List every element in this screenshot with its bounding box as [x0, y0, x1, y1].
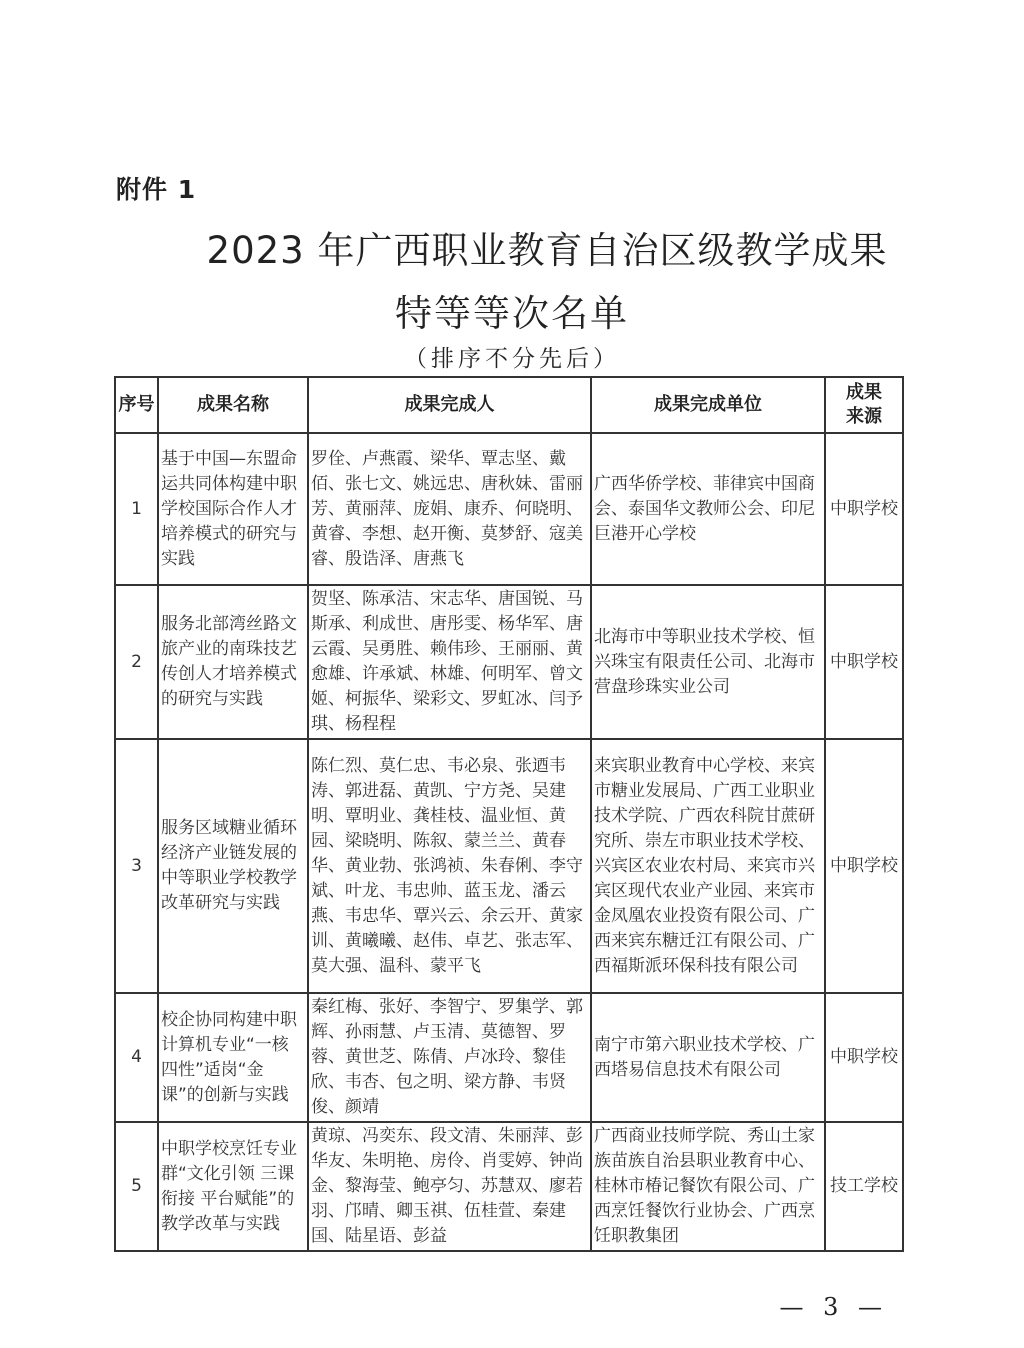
row-no: 5 [115, 1122, 158, 1251]
row-no: 2 [115, 585, 158, 739]
row-people: 贺坚、陈承洁、宋志华、唐国锐、马斯承、利成世、唐彤雯、杨华军、唐云霞、吴勇胜、赖伟珍、王丽丽、黄愈雄、许承斌、林雄、何明军、曾文姬、柯振华、梁彩文、罗虹冰、闫予琪、杨程程 [308, 585, 591, 739]
row-people: 秦红梅、张好、李智宁、罗集学、郭辉、孙雨慧、卢玉清、莫德智、罗蓉、黄世芝、陈倩、卢冰玲、黎佳欣、韦杏、包之明、梁方静、韦贤俊、颜靖 [308, 993, 591, 1122]
row-units: 南宁市第六职业技术学校、广西塔易信息技术有限公司 [591, 993, 825, 1122]
row-units: 广西华侨学校、菲律宾中国商会、泰国华文教师公会、印尼巨港开心学校 [591, 433, 825, 585]
table-row [115, 585, 903, 739]
subtitle: （排序不分先后） [404, 346, 620, 372]
row-name: 校企协同构建中职计算机专业“一核四性”适岗“金课”的创新与实践 [158, 993, 308, 1122]
header-source: 成果来源 [825, 377, 903, 433]
row-no: 4 [115, 993, 158, 1122]
row-people: 陈仁烈、莫仁忠、韦必泉、张迺韦涛、郭进磊、黄凯、宁方尧、吴建明、覃明业、龚桂枝、温业恒、黄园、梁晓明、陈叙、蒙兰兰、黄春华、黄业勃、张鸿祯、朱春俐、李守斌、叶龙、韦忠帅、蓝玉龙、潘云燕、韦忠华、覃兴云、余云开、黄家训、黄曦曦、赵伟、卓艺、张志军、莫大强、温科、蒙平飞 [308, 739, 591, 993]
row-source: 中职学校 [825, 433, 903, 585]
row-source: 中职学校 [825, 739, 903, 993]
table-header-row [115, 377, 903, 433]
header-name: 成果名称 [158, 377, 308, 433]
page-number: — 3 — [779, 1293, 888, 1321]
row-name: 基于中国—东盟命运共同体构建中职学校国际合作人才培养模式的研究与实践 [158, 433, 308, 585]
row-name: 服务区域糖业循环经济产业链发展的中等职业学校教学改革研究与实践 [158, 739, 308, 993]
header-units: 成果完成单位 [591, 377, 825, 433]
row-units: 广西商业技师学院、秀山土家族苗族自治县职业教育中心、桂林市椿记餐饮有限公司、广西烹饪餐饮行业协会、广西烹饪职教集团 [591, 1122, 825, 1251]
page-title-line2: 特等等次名单 [395, 292, 629, 335]
row-source: 中职学校 [825, 585, 903, 739]
row-people: 罗佺、卢燕霞、梁华、覃志坚、戴佰、张七文、姚远忠、唐秋妹、雷丽芳、黄丽萍、庞娟、康乔、何晓明、黄睿、李想、赵开衡、莫梦舒、寇美睿、殷诰泽、唐燕飞 [308, 433, 591, 585]
row-name: 中职学校烹饪专业群“文化引领 三课衔接 平台赋能”的教学改革与实践 [158, 1122, 308, 1251]
row-no: 3 [115, 739, 158, 993]
row-source: 中职学校 [825, 993, 903, 1122]
attachment-label: 附件 1 [116, 175, 197, 204]
results-table [114, 376, 904, 1252]
table-row [115, 1122, 903, 1251]
table-row [115, 433, 903, 585]
header-no: 序号 [115, 377, 158, 433]
header-people: 成果完成人 [308, 377, 591, 433]
table-row [115, 993, 903, 1122]
table-row [115, 739, 903, 993]
row-units: 来宾职业教育中心学校、来宾市糖业发展局、广西工业职业技术学院、广西农科院甘蔗研究所、崇左市职业技术学校、兴宾区农业农村局、来宾市兴宾区现代农业产业园、来宾市金凤凰农业投资有限公司、广西来宾东糖迁江有限公司、广西福斯派环保科技有限公司 [591, 739, 825, 993]
row-no: 1 [115, 433, 158, 585]
page-title: 2023 年广西职业教育自治区级教学成果 [206, 229, 888, 272]
row-units: 北海市中等职业技术学校、恒兴珠宝有限责任公司、北海市营盘珍珠实业公司 [591, 585, 825, 739]
row-name: 服务北部湾丝路文旅产业的南珠技艺传创人才培养模式的研究与实践 [158, 585, 308, 739]
row-source: 技工学校 [825, 1122, 903, 1251]
row-people: 黄琼、冯奕东、段文清、朱丽萍、彭华友、朱明艳、房伶、肖雯婷、钟尚金、黎海莹、鲍亭匀、苏慧双、廖若羽、邝晴、卿玉祺、伍桂萱、秦建国、陆星语、彭益 [308, 1122, 591, 1251]
